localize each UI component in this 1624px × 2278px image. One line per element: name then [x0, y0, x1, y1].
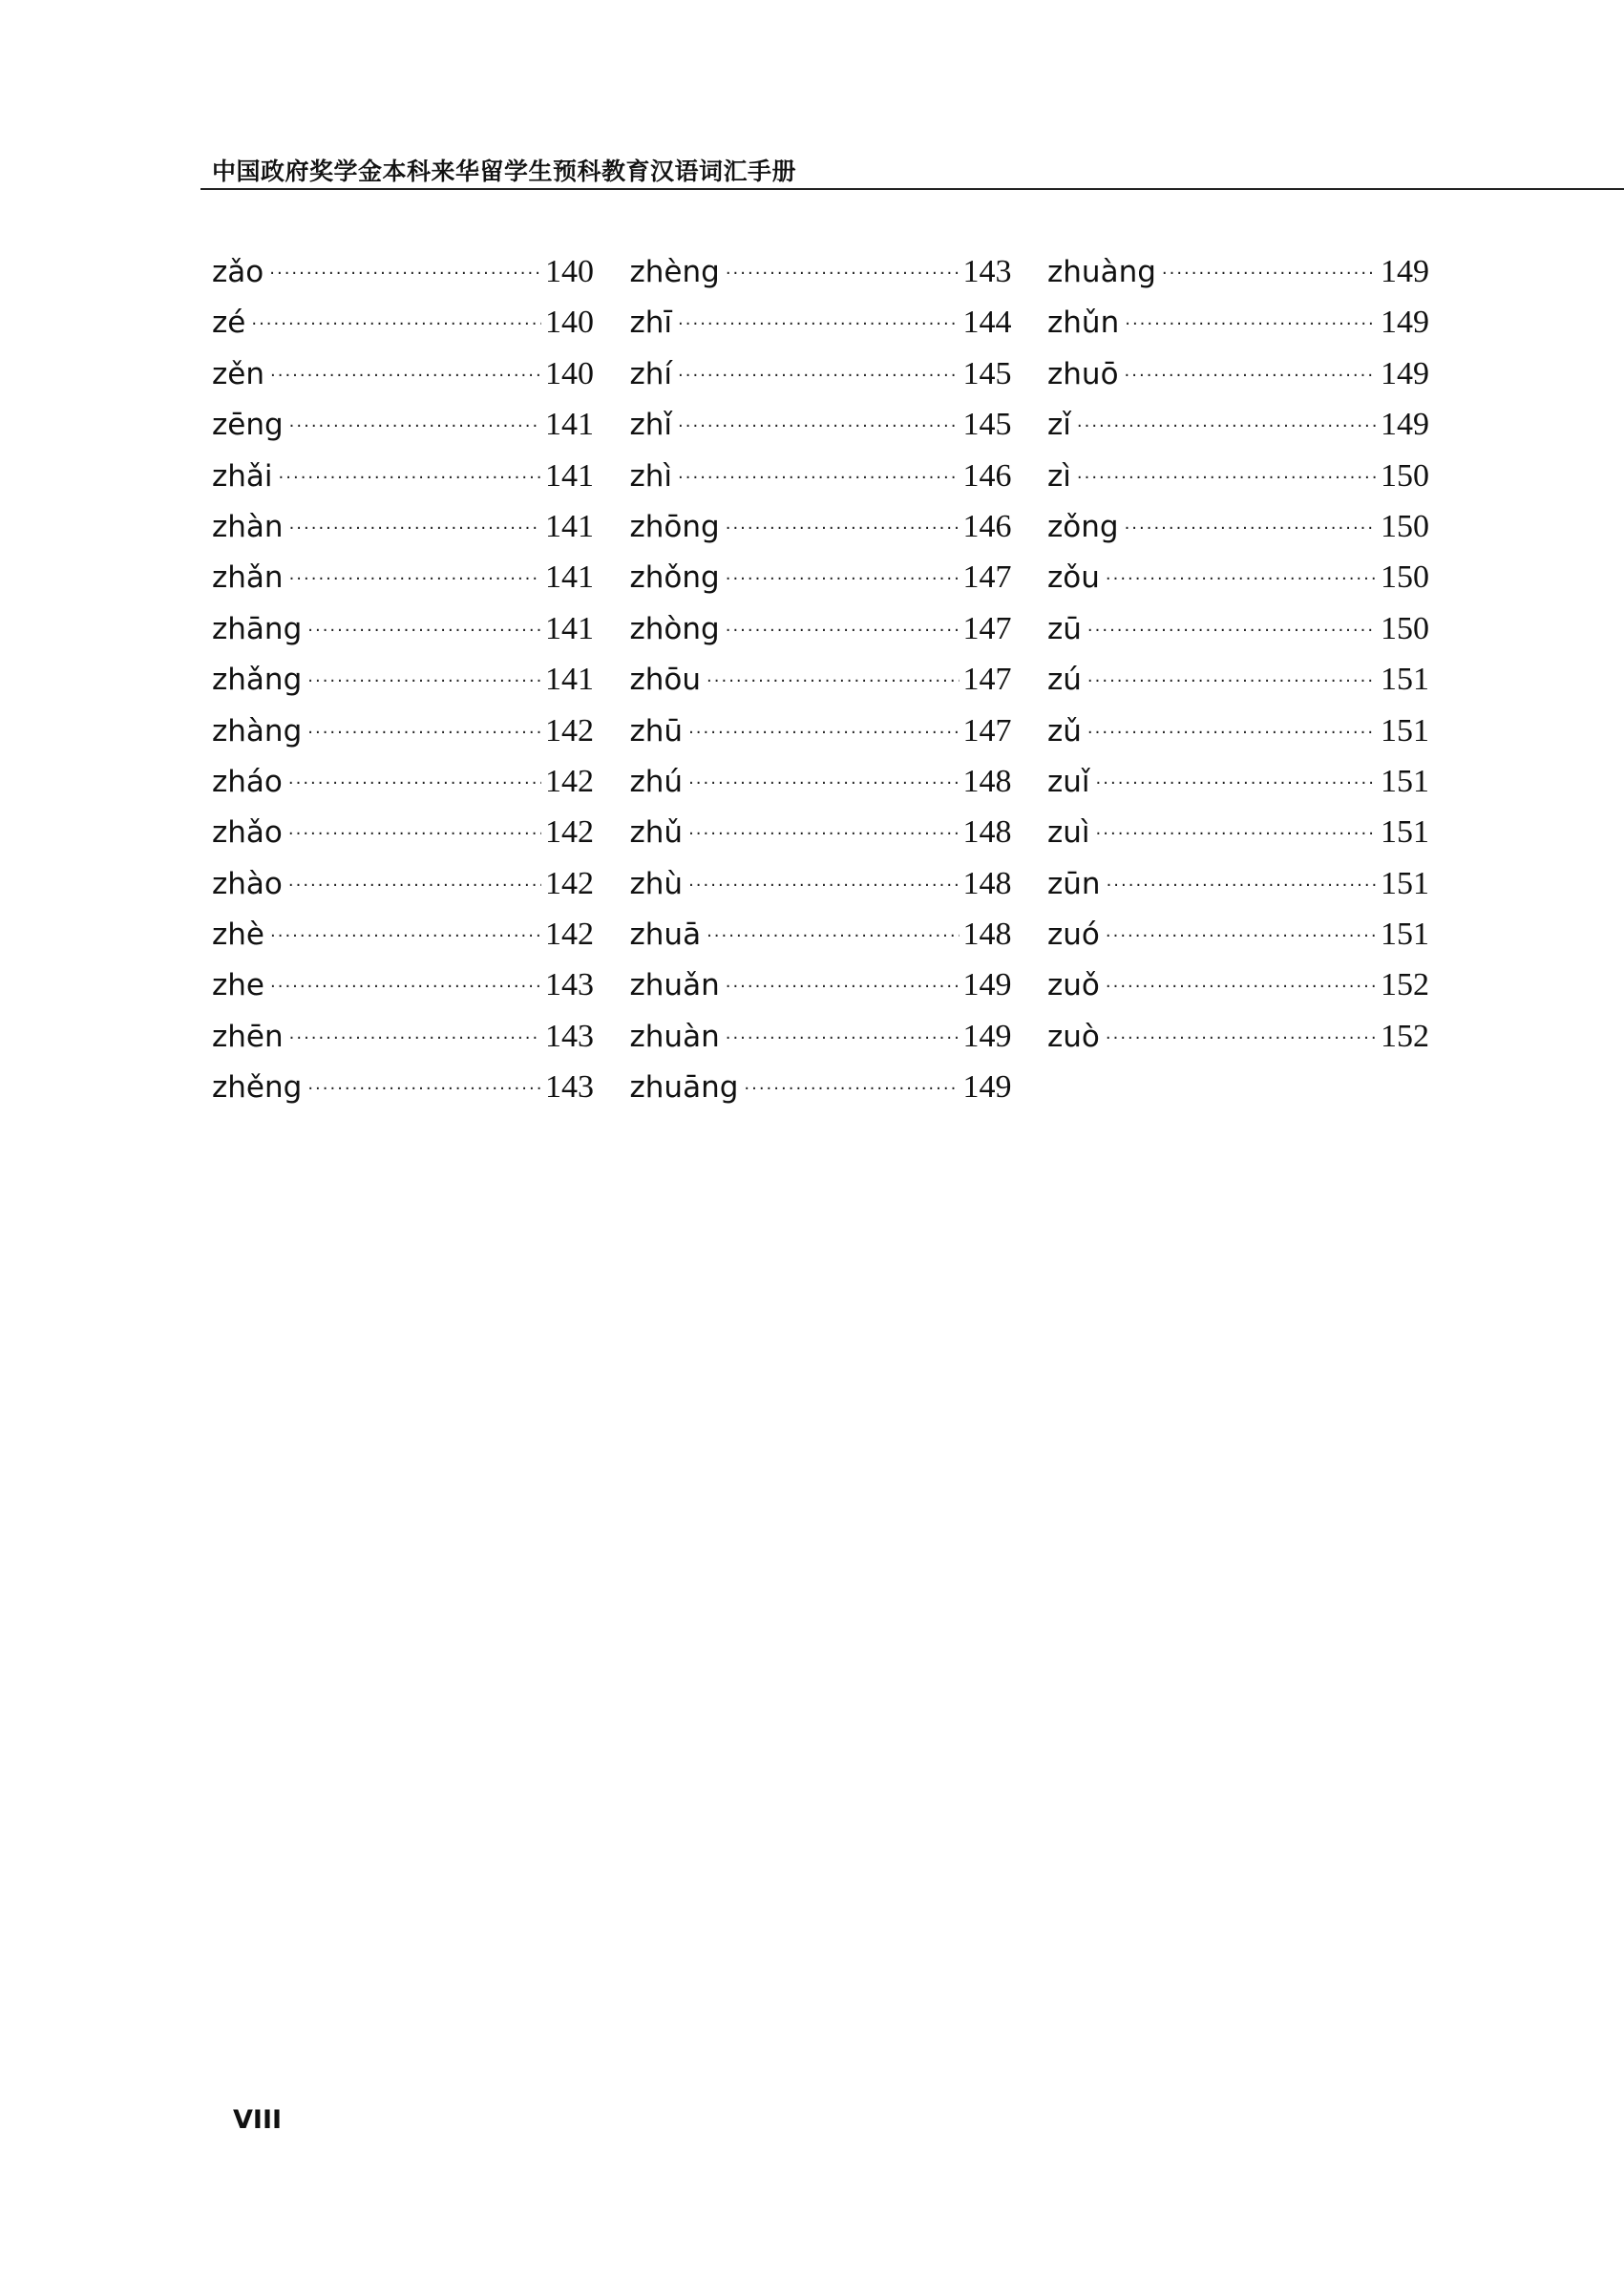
- syllable-label: zhào: [212, 866, 283, 901]
- index-entry: [212, 603, 594, 654]
- page-reference: 149: [962, 967, 1012, 1003]
- page-reference: 151: [1381, 763, 1429, 799]
- dot-leader: [707, 656, 959, 707]
- dot-leader: [678, 453, 959, 503]
- dot-leader: [1087, 656, 1377, 707]
- dot-leader: [270, 911, 541, 961]
- page-reference: 143: [545, 1069, 594, 1106]
- index-entry: [630, 858, 1012, 909]
- index-entry: [212, 960, 594, 1010]
- index-entry: [1047, 807, 1429, 857]
- dot-leader: [678, 401, 959, 452]
- syllable-label: zuǒ: [1047, 968, 1100, 1003]
- page-reference: 141: [545, 559, 594, 596]
- index-entry: [630, 654, 1012, 705]
- page-reference: 151: [1381, 662, 1429, 698]
- index-entry: [212, 501, 594, 552]
- dot-leader: [1096, 758, 1377, 809]
- page-reference: 152: [1381, 1018, 1429, 1054]
- dot-leader: [1162, 248, 1377, 299]
- page-reference: 142: [545, 917, 594, 953]
- syllable-label: zhōu: [629, 663, 702, 698]
- page-reference: 151: [1381, 917, 1429, 953]
- index-entry: [1047, 399, 1429, 450]
- dot-leader: [688, 860, 959, 911]
- dot-leader: [678, 350, 959, 401]
- dot-leader: [1087, 707, 1377, 758]
- syllable-label: zhī: [629, 306, 673, 341]
- syllable-label: zhēn: [212, 1019, 284, 1054]
- index-entry: [630, 960, 1012, 1010]
- running-header: 中国政府奖学金本科来华留学生预科教育汉语词汇手册: [212, 158, 797, 185]
- page-reference: 149: [1381, 355, 1429, 391]
- index-entry: [212, 909, 594, 960]
- page-reference: 141: [545, 508, 594, 544]
- page-reference: 142: [545, 865, 594, 901]
- dot-leader: [307, 656, 541, 707]
- syllable-label: zhì: [629, 458, 673, 494]
- syllable-label: zé: [212, 306, 246, 341]
- syllable-label: zǎo: [212, 255, 264, 289]
- index-entry: [212, 706, 594, 756]
- syllable-label: zhǒng: [629, 560, 720, 596]
- page-reference: 149: [1381, 254, 1429, 289]
- syllable-label: zhuō: [1047, 356, 1119, 391]
- syllable-label: zūn: [1047, 866, 1101, 901]
- index-column: [630, 246, 1012, 1113]
- syllable-label: zuì: [1047, 815, 1090, 851]
- page-reference: 149: [1381, 305, 1429, 341]
- index-entry: [1047, 501, 1429, 552]
- page-reference: 141: [545, 457, 594, 494]
- syllable-label: zhuàng: [1047, 255, 1156, 289]
- dot-leader: [726, 1013, 960, 1064]
- dot-leader: [1087, 605, 1377, 656]
- page-reference: 143: [962, 254, 1012, 289]
- syllable-label: zhū: [629, 713, 684, 749]
- page-number: VIII: [233, 2105, 283, 2135]
- syllable-label: zhuāng: [629, 1070, 739, 1106]
- page-reference: 143: [545, 1018, 594, 1054]
- index-column: [212, 246, 594, 1113]
- index-entry: [212, 756, 594, 807]
- dot-leader: [307, 1064, 541, 1114]
- index-entry: [1047, 909, 1429, 960]
- syllable-label: zū: [1047, 611, 1082, 646]
- page-reference: 147: [962, 559, 1012, 596]
- page-reference: 150: [1381, 559, 1429, 596]
- syllable-label: zhàng: [212, 713, 303, 749]
- index-entry: [630, 909, 1012, 960]
- page-reference: 149: [962, 1069, 1012, 1106]
- index-entry: [630, 451, 1012, 501]
- index-entry: [1047, 858, 1429, 909]
- index-entry: [212, 552, 594, 602]
- dot-leader: [288, 860, 541, 911]
- dot-leader: [688, 707, 959, 758]
- index-entry: [1047, 451, 1429, 501]
- dot-leader: [726, 961, 960, 1012]
- index-entry: [1047, 603, 1429, 654]
- dot-leader: [726, 605, 960, 656]
- index-entry: [1047, 654, 1429, 705]
- dot-leader: [1106, 1013, 1377, 1064]
- dot-leader: [726, 554, 960, 604]
- index-entry: [212, 1011, 594, 1062]
- syllable-label: zhòng: [629, 611, 720, 646]
- dot-leader: [289, 503, 541, 554]
- page-reference: 140: [545, 355, 594, 391]
- index-entry: [212, 451, 594, 501]
- page-reference: 147: [962, 610, 1012, 646]
- index-entry: [1047, 348, 1429, 399]
- syllable-label: zǐ: [1047, 408, 1071, 443]
- index-entry: [1047, 552, 1429, 602]
- index-entry: [212, 399, 594, 450]
- index-entry: [630, 501, 1012, 552]
- dot-leader: [726, 248, 960, 299]
- index-entry: [630, 297, 1012, 348]
- page-reference: 147: [962, 712, 1012, 749]
- page-reference: 150: [1381, 457, 1429, 494]
- index-entry: [1047, 297, 1429, 348]
- page-reference: 142: [545, 814, 594, 851]
- syllable-label: zuó: [1047, 918, 1100, 953]
- index-entry: [630, 756, 1012, 807]
- page-reference: 140: [545, 254, 594, 289]
- syllable-label: zēng: [212, 408, 284, 443]
- index-entry: [630, 1011, 1012, 1062]
- index-entry: [1047, 756, 1429, 807]
- dot-leader: [270, 350, 541, 401]
- syllable-label: zháo: [212, 764, 283, 799]
- dot-leader: [726, 503, 960, 554]
- dot-leader: [288, 758, 541, 809]
- syllable-label: zhǎng: [212, 663, 303, 698]
- index-entry: [212, 1062, 594, 1112]
- page-reference: 151: [1381, 865, 1429, 901]
- dot-leader: [744, 1064, 959, 1114]
- index-entry: [1047, 1011, 1429, 1062]
- dot-leader: [251, 299, 541, 349]
- syllable-label: zhù: [629, 866, 684, 901]
- syllable-label: zěn: [212, 356, 264, 391]
- index-entry: [212, 297, 594, 348]
- index-column: [1047, 246, 1429, 1113]
- page-reference: 150: [1381, 508, 1429, 544]
- syllable-label: zhāng: [212, 611, 303, 646]
- syllable-label: zú: [1047, 663, 1082, 698]
- index-entry: [630, 552, 1012, 602]
- syllable-label: zhǔn: [1047, 306, 1120, 341]
- dot-leader: [307, 707, 541, 758]
- syllable-label: zhú: [629, 764, 684, 799]
- index-entry: [212, 654, 594, 705]
- dot-leader: [678, 299, 959, 349]
- index-entry: [630, 807, 1012, 857]
- syllable-label: zhuā: [629, 918, 702, 953]
- index-entry: [1047, 706, 1429, 756]
- syllable-label: zhǎi: [212, 458, 273, 494]
- index-entry: [212, 858, 594, 909]
- index-entry: [212, 246, 594, 297]
- dot-leader: [307, 605, 541, 656]
- index-entry: [630, 603, 1012, 654]
- page-reference: 148: [962, 917, 1012, 953]
- dot-leader: [1106, 554, 1377, 604]
- page-reference: 140: [545, 305, 594, 341]
- syllable-label: zhěng: [212, 1070, 303, 1106]
- syllable-label: zuò: [1047, 1019, 1100, 1054]
- page-reference: 146: [962, 508, 1012, 544]
- index-entry: [1047, 246, 1429, 297]
- index-entry: [630, 706, 1012, 756]
- syllable-label: zhuǎn: [629, 968, 720, 1003]
- dot-leader: [1077, 401, 1377, 452]
- index-entry: [630, 399, 1012, 450]
- page-reference: 141: [545, 610, 594, 646]
- syllable-label: zì: [1047, 458, 1071, 494]
- page-reference: 150: [1381, 610, 1429, 646]
- dot-leader: [707, 911, 959, 961]
- dot-leader: [1077, 453, 1377, 503]
- page-reference: 149: [962, 1018, 1012, 1054]
- page-reference: 143: [545, 967, 594, 1003]
- syllable-label: zǒu: [1047, 560, 1100, 596]
- page-reference: 145: [962, 407, 1012, 443]
- syllable-label: zhǎn: [212, 560, 284, 596]
- index-entry: [212, 348, 594, 399]
- syllable-label: zhàn: [212, 509, 284, 544]
- index-entry: [212, 807, 594, 857]
- page-reference: 142: [545, 763, 594, 799]
- dot-leader: [288, 809, 541, 859]
- dot-leader: [289, 1013, 541, 1064]
- syllable-label: zhí: [629, 356, 673, 391]
- page-reference: 148: [962, 865, 1012, 901]
- page-reference: 141: [545, 407, 594, 443]
- syllable-label: zuǐ: [1047, 764, 1090, 799]
- syllable-label: zhè: [212, 918, 264, 953]
- page-reference: 148: [962, 763, 1012, 799]
- syllable-label: zhǐ: [629, 408, 673, 443]
- pinyin-index: [212, 246, 1429, 1113]
- page-reference: 148: [962, 814, 1012, 851]
- syllable-label: zhǎo: [212, 815, 283, 851]
- syllable-label: zhōng: [629, 509, 720, 544]
- dot-leader: [289, 401, 541, 452]
- page-reference: 152: [1381, 967, 1429, 1003]
- page-reference: 151: [1381, 814, 1429, 851]
- dot-leader: [1125, 299, 1377, 349]
- syllable-label: zǒng: [1047, 509, 1119, 544]
- dot-leader: [1096, 809, 1377, 859]
- page-reference: 149: [1381, 407, 1429, 443]
- syllable-label: zhe: [212, 968, 264, 1003]
- dot-leader: [270, 961, 541, 1012]
- page-reference: 142: [545, 712, 594, 749]
- page-reference: 144: [962, 305, 1012, 341]
- dot-leader: [269, 248, 541, 299]
- dot-leader: [688, 809, 959, 859]
- dot-leader: [1107, 860, 1377, 911]
- page-reference: 151: [1381, 712, 1429, 749]
- dot-leader: [279, 453, 541, 503]
- index-entry: [1047, 960, 1429, 1010]
- syllable-label: zhuàn: [629, 1019, 720, 1054]
- syllable-label: zǔ: [1047, 713, 1082, 749]
- header-rule: [200, 188, 1624, 190]
- dot-leader: [1125, 350, 1377, 401]
- dot-leader: [289, 554, 541, 604]
- page-reference: 147: [962, 662, 1012, 698]
- index-entry: [630, 246, 1012, 297]
- dot-leader: [688, 758, 959, 809]
- page-reference: 141: [545, 662, 594, 698]
- page-reference: 145: [962, 355, 1012, 391]
- index-entry: [630, 1062, 1012, 1112]
- page-reference: 146: [962, 457, 1012, 494]
- dot-leader: [1106, 961, 1377, 1012]
- dot-leader: [1125, 503, 1377, 554]
- index-entry: [630, 348, 1012, 399]
- syllable-label: zhǔ: [629, 815, 684, 851]
- dot-leader: [1106, 911, 1377, 961]
- syllable-label: zhèng: [629, 255, 720, 289]
